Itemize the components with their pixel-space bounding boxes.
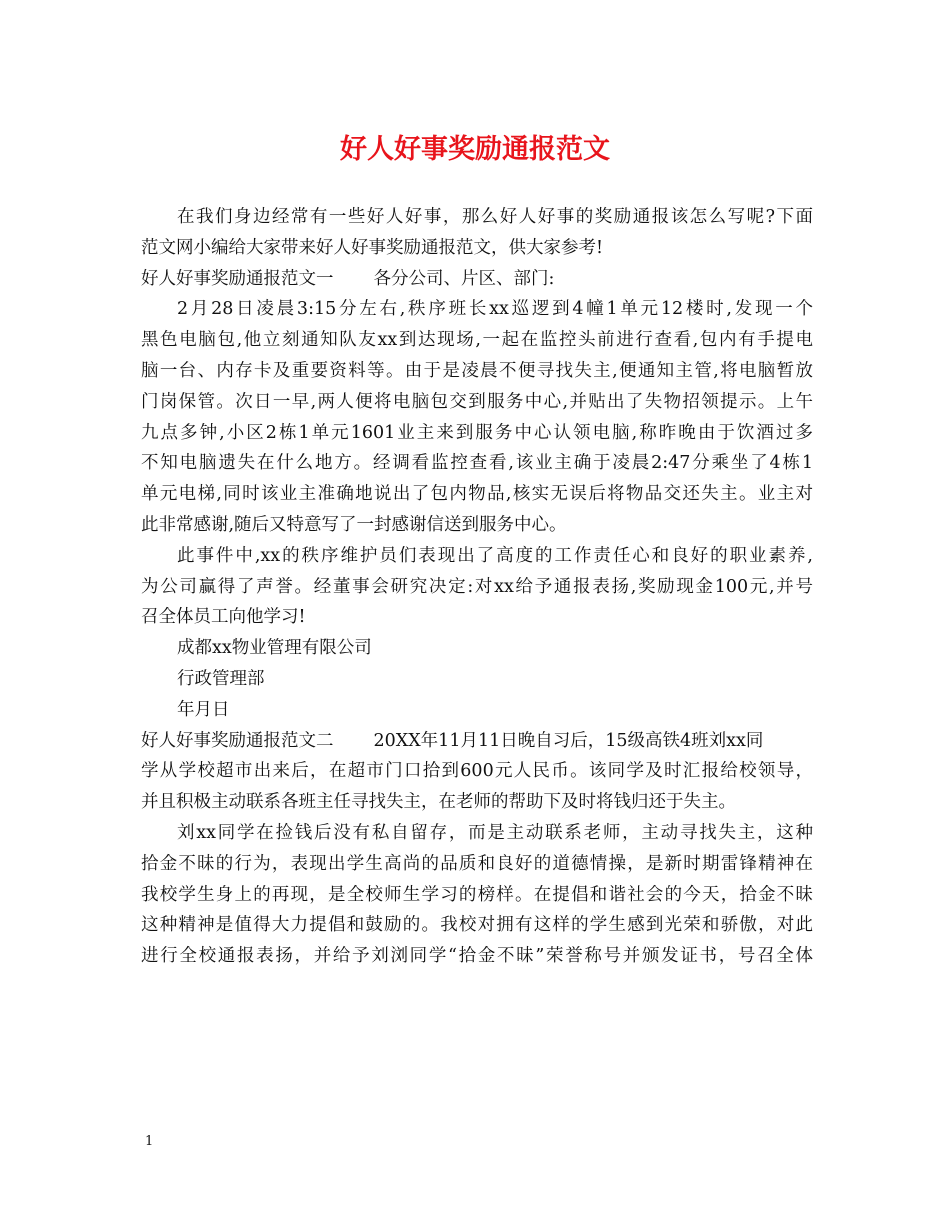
paragraph-9-line-3: 我校学生身上的再现，是全校师生学习的榜样。在提倡和谐社会的今天，拾金不昧 <box>141 884 813 905</box>
paragraph-4-line-1: 此事件中,xx的秩序维护员们表现出了高度的工作责任心和良好的职业素养, <box>177 545 813 566</box>
paragraph-3-line-1: 2月28日凌晨3:15分左右,秩序班长xx巡逻到4幢1单元12楼时,发现一个 <box>177 299 813 320</box>
page-title: 好人好事奖励通报范文 <box>340 134 610 165</box>
section-heading: 好人好事奖励通报范文一 <box>141 268 334 289</box>
paragraph-9-line-5: 进行全校通报表扬，并给予刘浏同学“拾金不昧”荣誉称号并颁发证书，号召全体 <box>141 946 813 967</box>
paragraph-5-line-1: 成都xx物业管理有限公司 <box>177 638 372 659</box>
paragraph-3-line-6: 不知电脑遗失在什么地方。经调看监控查看,该业主确于凌晨2:47分乘坐了4栋1 <box>141 453 813 474</box>
paragraph-4-line-3: 召全体员工向他学习! <box>141 607 306 628</box>
paragraph-3-line-3: 脑一台、内存卡及重要资料等。由于是凌晨不便寻找失主,便通知主管,将电脑暂放 <box>141 360 813 381</box>
line-text: 20XX年11月11日晚自习后，15级高铁4班刘xx同 <box>373 730 764 751</box>
page-number: 1 <box>145 1134 154 1149</box>
paragraph-8-line-1 <box>141 726 813 757</box>
paragraph-6-line-1: 行政管理部 <box>177 668 265 689</box>
paragraph-9-line-1: 刘xx同学在捡钱后没有私自留存，而是主动联系老师，主动寻找失主，这种 <box>177 822 813 843</box>
paragraph-3-line-2: 黑色电脑包,他立刻通知队友xx到达现场,一起在监控头前进行查看,包内有手提电 <box>141 330 813 351</box>
line-text: 各分公司、片区、部门: <box>373 268 555 289</box>
paragraph-3-line-8: 此非常感谢,随后又特意写了一封感谢信送到服务中心。 <box>141 514 567 535</box>
paragraph-3-line-4: 门岗保管。次日一早,两人便将电脑包交到服务中心,并贴出了失物招领提示。上午 <box>141 391 813 412</box>
section-heading: 好人好事奖励通报范文二 <box>141 730 334 751</box>
paragraph-8-line-3: 并且积极主动联系各班主任寻找失主，在老师的帮助下及时将钱归还于失主。 <box>141 792 736 813</box>
paragraph-9-line-4: 这种精神是值得大力提倡和鼓励的。我校对拥有这样的学生感到光荣和骄傲，对此 <box>141 915 813 936</box>
paragraph-1-line-2: 范文网小编给大家带来好人好事奖励通报范文，供大家参考! <box>141 237 604 258</box>
paragraph-3-line-5: 九点多钟,小区2栋1单元1601业主来到服务中心认领电脑,称昨晚由于饮酒过多 <box>141 422 813 443</box>
paragraph-4-line-2: 为公司赢得了声誉。经董事会研究决定:对xx给予通报表扬,奖励现金100元,并号 <box>141 576 813 597</box>
paragraph-9-line-2: 拾金不昧的行为，表现出学生高尚的品质和良好的道德情操，是新时期雷锋精神在 <box>141 853 813 874</box>
document-body <box>141 202 813 972</box>
paragraph-3-line-7: 单元电梯,同时该业主准确地说出了包内物品,核实无误后将物品交还失主。业主对 <box>141 484 813 505</box>
paragraph-8-line-2: 学从学校超市出来后，在超市门口拾到600元人民币。该同学及时汇报给校领导， <box>141 761 813 782</box>
paragraph-7-line-1: 年月日 <box>177 699 230 720</box>
paragraph-1-line-1: 在我们身边经常有一些好人好事，那么好人好事的奖励通报该怎么写呢?下面 <box>177 207 813 227</box>
paragraph-2-line-1 <box>141 264 813 295</box>
